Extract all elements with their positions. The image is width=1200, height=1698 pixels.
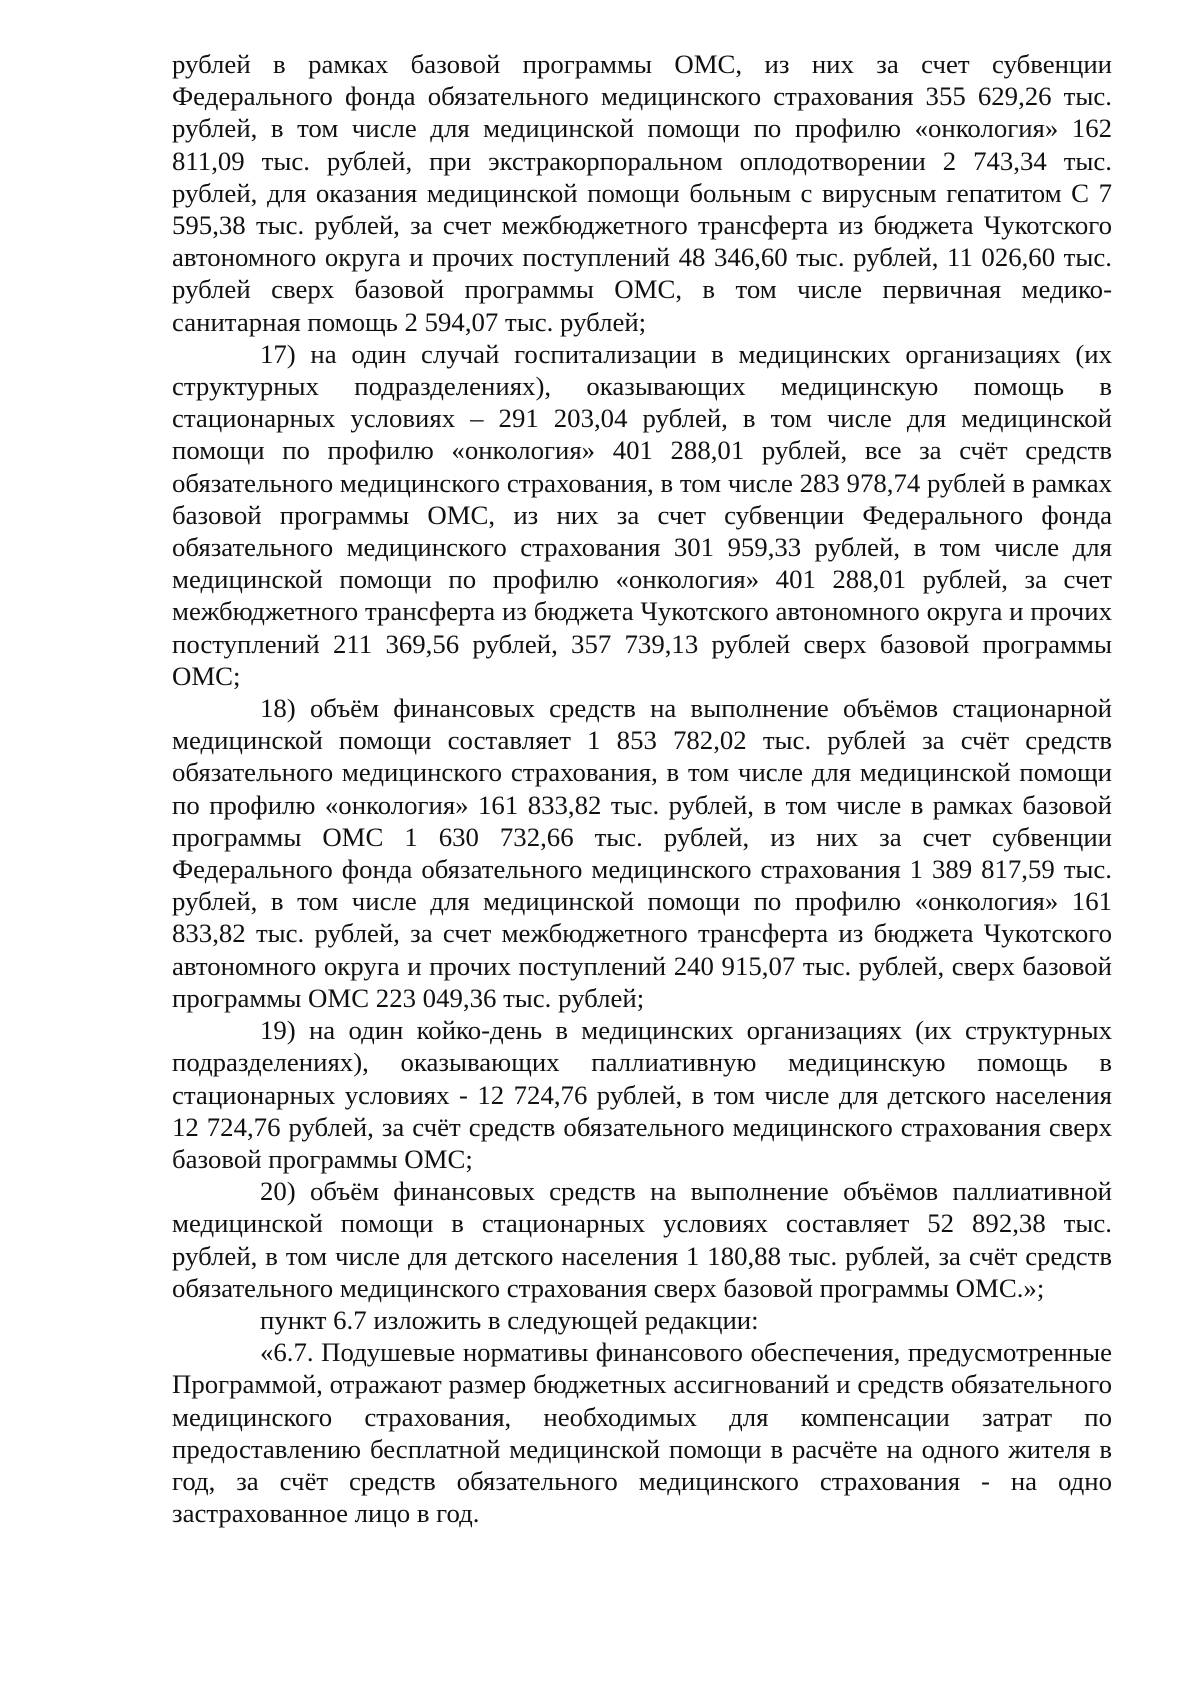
paragraph-item-17: 17) на один случай госпитализации в медицинских организациях (их структурных подразделениях), оказывающих медицинскую помощь в стационарных условиях – 291 203,04 рублей, в том числе для медицинской помощи по профилю «онкология» 401 288,01 рублей, все за счёт средств обязательного медицинского страхования, в том числе 283 978,74 рублей в рамках базовой программы ОМС, из них за счет субвенции Федерального фонда обязательного медицинского страхования 301 959,33 рублей, в том числе для медицинской помощи по профилю «онкология» 401 288,01 рублей, за счет межбюджетного трансферта из бюджета Чукотского автономного округа и прочих поступлений 211 369,56 рублей, 357 739,13 рублей сверх базовой программы ОМС; xyxy=(172,338,1112,691)
paragraph-item-19: 19) на один койко-день в медицинских организациях (их структурных подразделениях), оказывающих паллиативную медицинскую помощь в стационарных условиях - 12 724,76 рублей, в том числе для детского населения 12 724,76 рублей, за счёт средств обязательного медицинского страхования сверх базовой программы ОМС; xyxy=(172,1015,1112,1174)
paragraph-amendment-instruction: пункт 6.7 изложить в следующей редакции: xyxy=(260,1304,759,1335)
paragraph-item-20: 20) объём финансовых средств на выполнение объёмов паллиативной медицинской помощи в стационарных условиях составляет 52 892,38 тыс. рублей, в том числе для детского населения 1 180,88 тыс. рублей, за счёт средств обязательного медицинского страхования сверх базовой программы ОМС.»; xyxy=(172,1176,1112,1303)
paragraph-6-7: «6.7. Подушевые нормативы финансового обеспечения, предусмотренные Программой, отражают размер бюджетных ассигнований и средств обязательного медицинского страхования, необходимых для компенсации затрат по предоставлению бесплатной медицинской помощи в расчёте на одного жителя в год, за счёт средств обязательного медицинского страхования - на одно застрахованное лицо в год. xyxy=(172,1337,1112,1529)
document-page xyxy=(172,48,1112,1529)
paragraph-continuation: рублей в рамках базовой программы ОМС, из них за счет субвенции Федерального фонда обязательного медицинского страхования 355 629,26 тыс. рублей, в том числе для медицинской помощи по профилю «онкология» 162 811,09 тыс. рублей, при экстракорпоральном оплодотворении 2 743,34 тыс. рублей, для оказания медицинской помощи больным с вирусным гепатитом С 7 595,38 тыс. рублей, за счет межбюджетного трансферта из бюджета Чукотского автономного округа и прочих поступлений 48 346,60 тыс. рублей, 11 026,60 тыс. рублей сверх базовой программы ОМС, в том числе первичная медико-санитарная помощь 2 594,07 тыс. рублей; xyxy=(172,49,1112,337)
paragraph-item-18: 18) объём финансовых средств на выполнение объёмов стационарной медицинской помощи составляет 1 853 782,02 тыс. рублей за счёт средств обязательного медицинского страхования, в том числе для медицинской помощи по профилю «онкология» 161 833,82 тыс. рублей, в том числе в рамках базовой программы ОМС 1 630 732,66 тыс. рублей, из них за счет субвенции Федерального фонда обязательного медицинского страхования 1 389 817,59 тыс. рублей, в том числе для медицинской помощи по профилю «онкология» 161 833,82 тыс. рублей, за счет межбюджетного трансферта из бюджета Чукотского автономного округа и прочих поступлений 240 915,07 тыс. рублей, сверх базовой программы ОМС 223 049,36 тыс. рублей; xyxy=(172,693,1112,1013)
